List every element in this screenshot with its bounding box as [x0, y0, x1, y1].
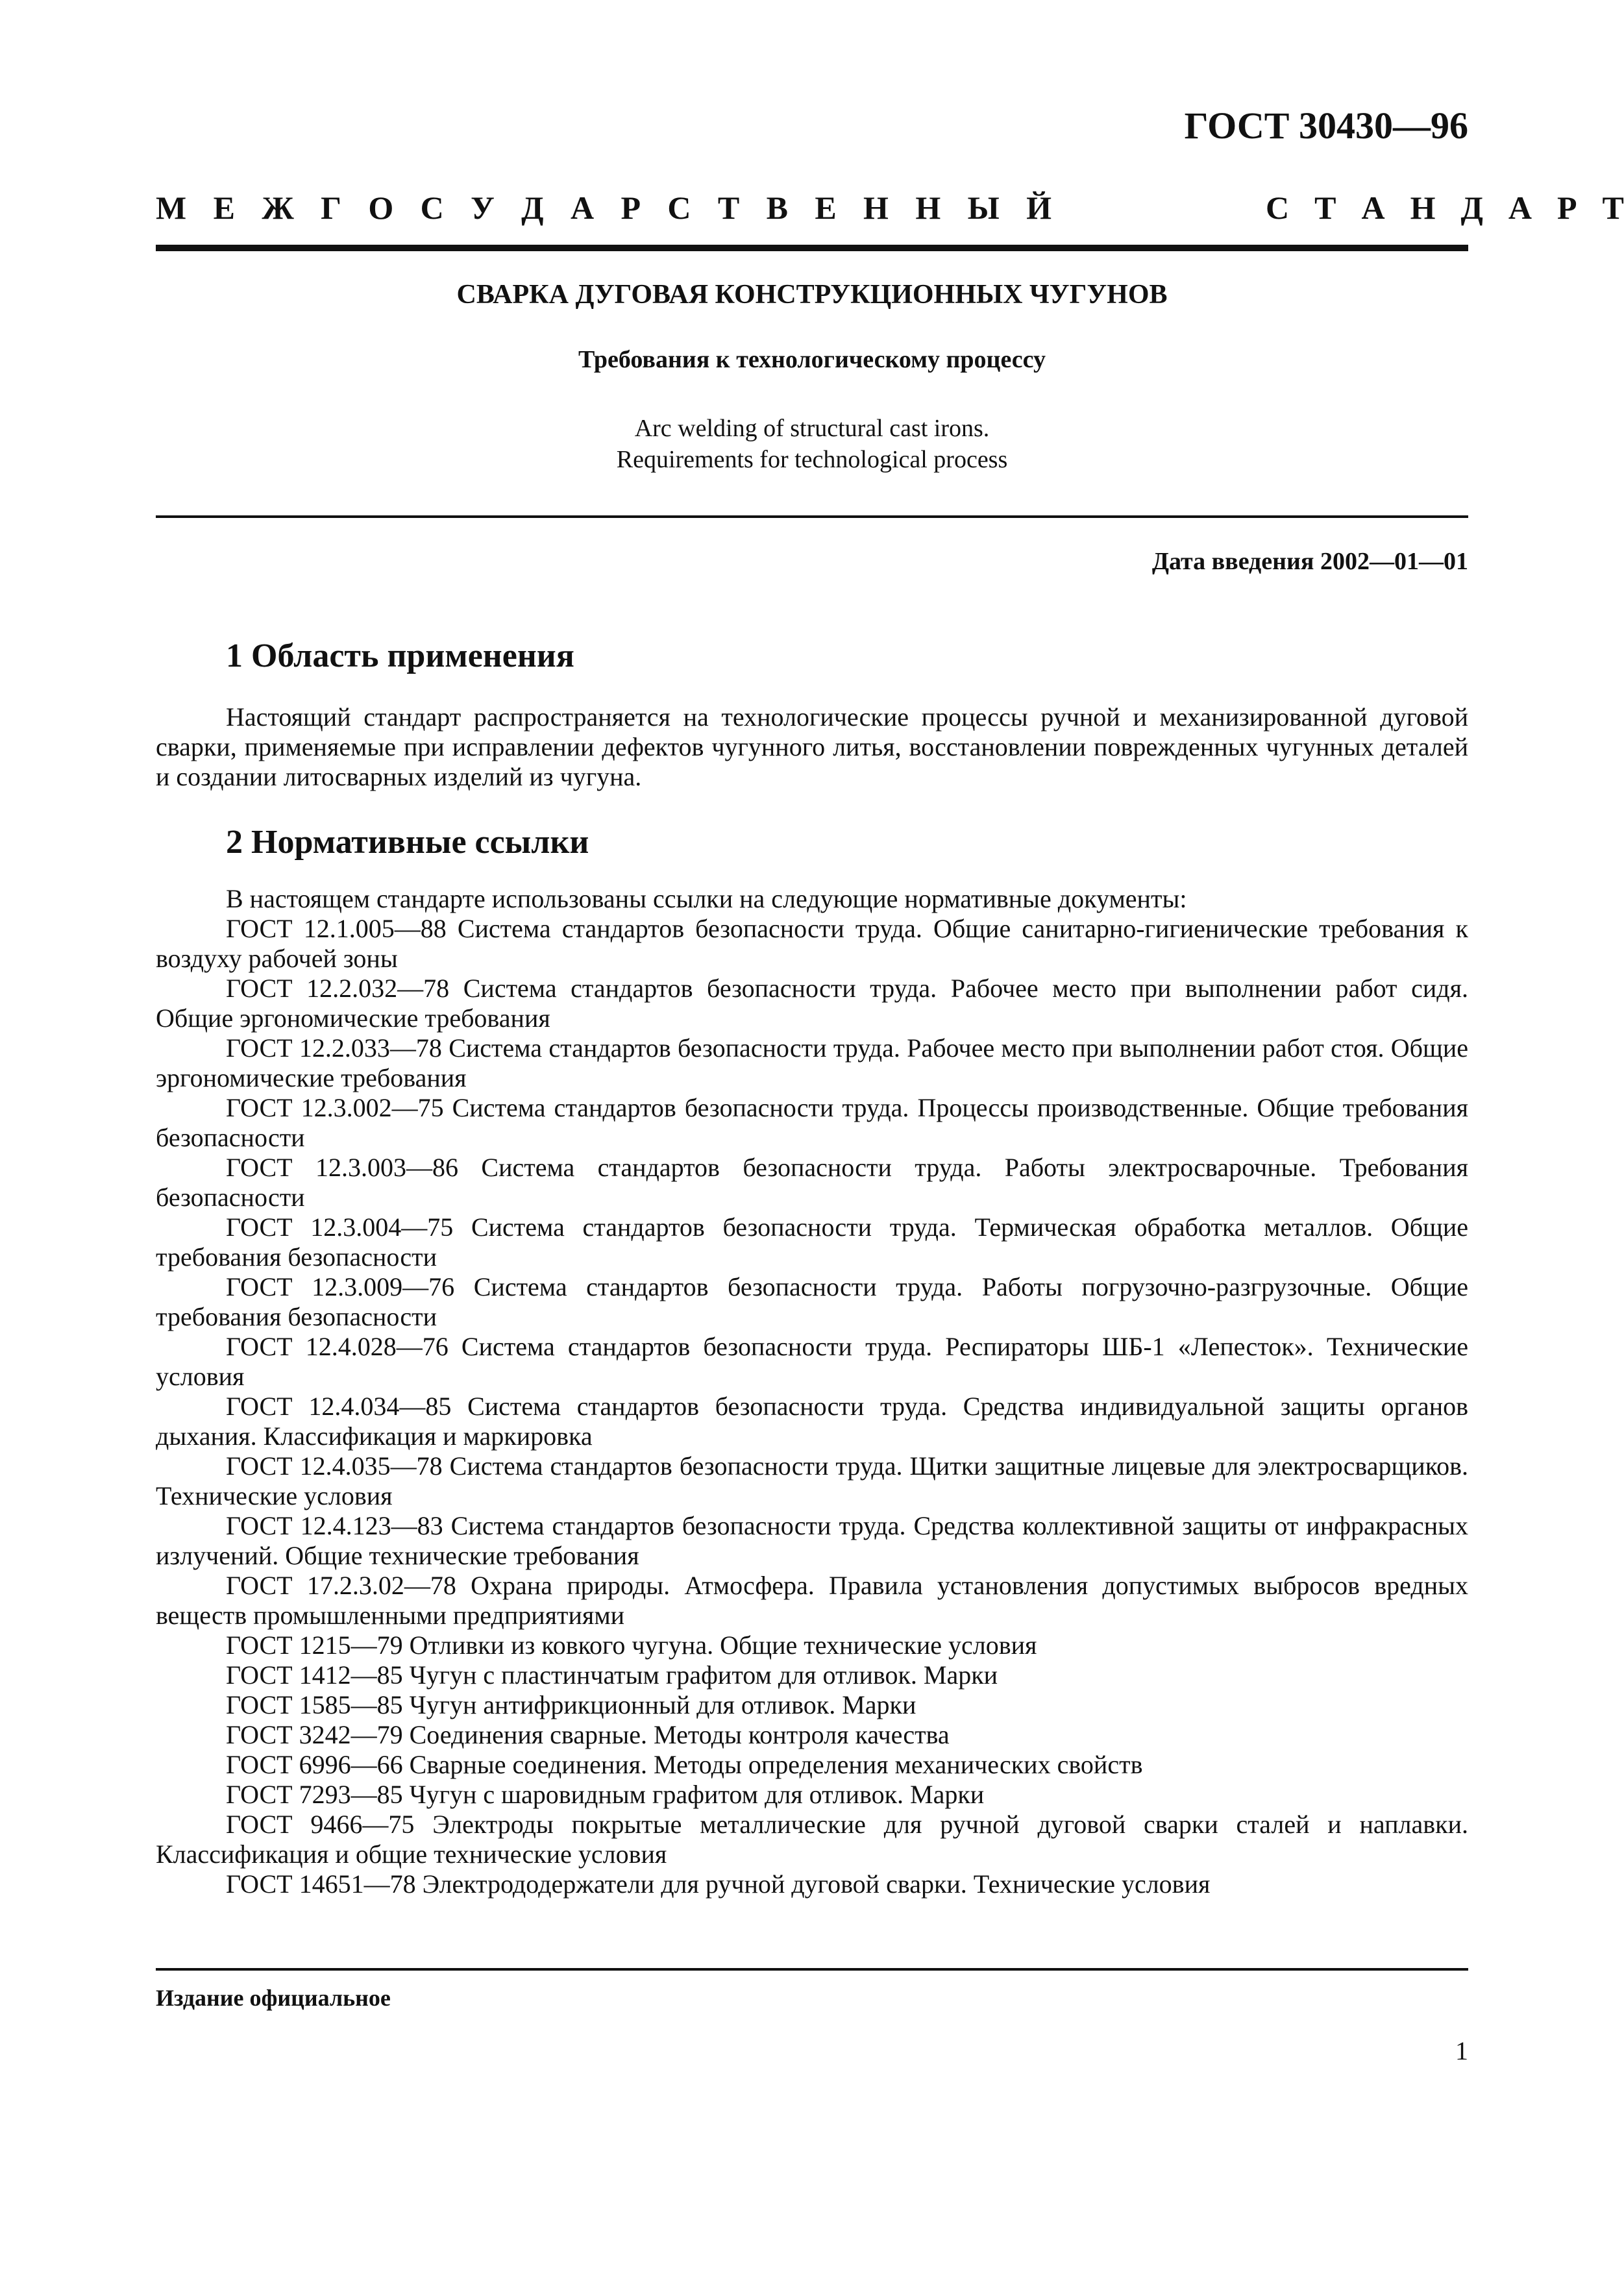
banner-word-interstate: [156, 188, 1052, 227]
interstate-letter: Й: [1026, 190, 1052, 226]
reference-item: ГОСТ 12.3.004—75 Система стандартов безопасности труда. Термическая обработка металлов. Общие требования безопасности: [156, 1212, 1468, 1272]
reference-item: ГОСТ 1215—79 Отливки из ковкого чугуна. Общие технические условия: [226, 1631, 1037, 1660]
reference-item: ГОСТ 12.2.032—78 Система стандартов безопасности труда. Рабочее место при выполнении работ сидя. Общие эргономические требования: [156, 974, 1468, 1033]
document-subtitle: Требования к технологическому процессу: [578, 346, 1046, 373]
reference-item: ГОСТ 12.3.009—76 Система стандартов безопасности труда. Работы погрузочно-разгрузочные. Общие требования безопасности: [156, 1272, 1468, 1331]
interstate-letter: Р: [621, 190, 641, 226]
page-number: 1: [1455, 2036, 1468, 2065]
reference-item: ГОСТ 1412—85 Чугун с пластинчатым графитом для отливок. Марки: [226, 1660, 998, 1690]
interstate-letter: В: [766, 190, 788, 226]
standard-letter: А: [1361, 190, 1385, 226]
standard-type-banner: [156, 188, 1624, 227]
reference-item: ГОСТ 12.2.033—78 Система стандартов безопасности труда. Рабочее место при выполнении работ стоя. Общие эргономические требования: [156, 1033, 1468, 1092]
reference-item: ГОСТ 12.4.028—76 Система стандартов безопасности труда. Респираторы ШБ-1 «Лепесток». Технические условия: [156, 1332, 1468, 1391]
reference-item: ГОСТ 7293—85 Чугун с шаровидным графитом для отливок. Марки: [226, 1780, 985, 1809]
footer-divider: [156, 1968, 1468, 1971]
reference-item: ГОСТ 17.2.3.02—78 Охрана природы. Атмосфера. Правила установления допустимых выбросов вредных веществ промышленными предприятиями: [156, 1571, 1468, 1630]
reference-item: ГОСТ 14651—78 Электрододержатели для ручной дуговой сварки. Технические условия: [226, 1869, 1211, 1899]
reference-item: ГОСТ 12.4.034—85 Система стандартов безопасности труда. Средства индивидуальной защиты органов дыхания. Классификация и маркировка: [156, 1392, 1468, 1451]
interstate-letter: Н: [915, 190, 941, 226]
interstate-letter: Н: [863, 190, 889, 226]
reference-item: ГОСТ 12.4.123—83 Система стандартов безопасности труда. Средства коллективной защиты от инфракрасных излучений. Общие технические требования: [156, 1511, 1468, 1570]
standard-letter: С: [1266, 190, 1290, 226]
interstate-letter: Т: [717, 190, 740, 226]
section-1-paragraph: Настоящий стандарт распространяется на технологические процессы ручной и механизированной дуговой сварки, применяемые при исправлении дефектов чугунного литья, восстановлении поврежденных чугунных деталей и создании литосварных изделий из чугуна.: [156, 702, 1468, 791]
header-divider-thick: [156, 245, 1468, 251]
references-lead: В настоящем стандарте использованы ссылки на следующие нормативные документы:: [226, 884, 1187, 913]
interstate-letter: Г: [321, 190, 341, 226]
interstate-letter: А: [570, 190, 595, 226]
official-edition-label: Издание официальное: [156, 1985, 391, 2011]
english-title-line-1: Arc welding of structural cast irons.: [634, 415, 990, 442]
reference-item: ГОСТ 12.3.002—75 Система стандартов безопасности труда. Процессы производственные. Общие требования безопасности: [156, 1093, 1468, 1152]
section-1-heading: 1 Область применения: [226, 637, 574, 674]
english-title: [156, 413, 1468, 475]
standard-letter: Н: [1410, 190, 1436, 226]
introduction-date: Дата введения 2002—01—01: [1151, 548, 1468, 575]
section-2-heading: 2 Нормативные ссылки: [226, 824, 589, 861]
title-divider: [156, 515, 1468, 518]
interstate-letter: Д: [521, 190, 544, 226]
reference-item: ГОСТ 9466—75 Электроды покрытые металлические для ручной дуговой сварки сталей и наплавки. Классификация и общие технические условия: [156, 1810, 1468, 1869]
interstate-letter: М: [156, 190, 187, 226]
banner-word-standard: [1266, 188, 1624, 227]
reference-item: ГОСТ 12.3.003—86 Система стандартов безопасности труда. Работы электросварочные. Требования безопасности: [156, 1153, 1468, 1212]
document-number: ГОСТ 30430—96: [1184, 105, 1468, 147]
standard-letter: Д: [1460, 190, 1483, 226]
standard-letter: Т: [1314, 190, 1336, 226]
reference-item: ГОСТ 3242—79 Соединения сварные. Методы контроля качества: [226, 1720, 950, 1749]
english-title-line-2: Requirements for technological process: [616, 446, 1008, 473]
interstate-letter: Ж: [262, 190, 294, 226]
reference-item: ГОСТ 12.1.005—88 Система стандартов безопасности труда. Общие санитарно-гигиенические требования к воздуху рабочей зоны: [156, 914, 1468, 973]
reference-item: ГОСТ 6996—66 Сварные соединения. Методы определения механических свойств: [226, 1750, 1143, 1779]
interstate-letter: С: [667, 190, 691, 226]
standard-letter: А: [1508, 190, 1532, 226]
interstate-letter: Е: [815, 190, 837, 226]
interstate-letter: Е: [213, 190, 235, 226]
interstate-letter: Ы: [967, 190, 1000, 226]
interstate-letter: У: [471, 190, 495, 226]
interstate-letter: С: [420, 190, 444, 226]
reference-item: ГОСТ 1585—85 Чугун антифрикционный для отливок. Марки: [226, 1690, 917, 1719]
standard-letter: Р: [1557, 190, 1577, 226]
standard-letter: Т: [1602, 190, 1624, 226]
interstate-letter: О: [368, 190, 394, 226]
document-title: СВАРКА ДУГОВАЯ КОНСТРУКЦИОННЫХ ЧУГУНОВ: [456, 280, 1168, 310]
normative-references-list: [156, 884, 1468, 1899]
section-1-body: [156, 702, 1468, 792]
reference-item: ГОСТ 12.4.035—78 Система стандартов безопасности труда. Щитки защитные лицевые для электросварщиков. Технические условия: [156, 1451, 1468, 1510]
